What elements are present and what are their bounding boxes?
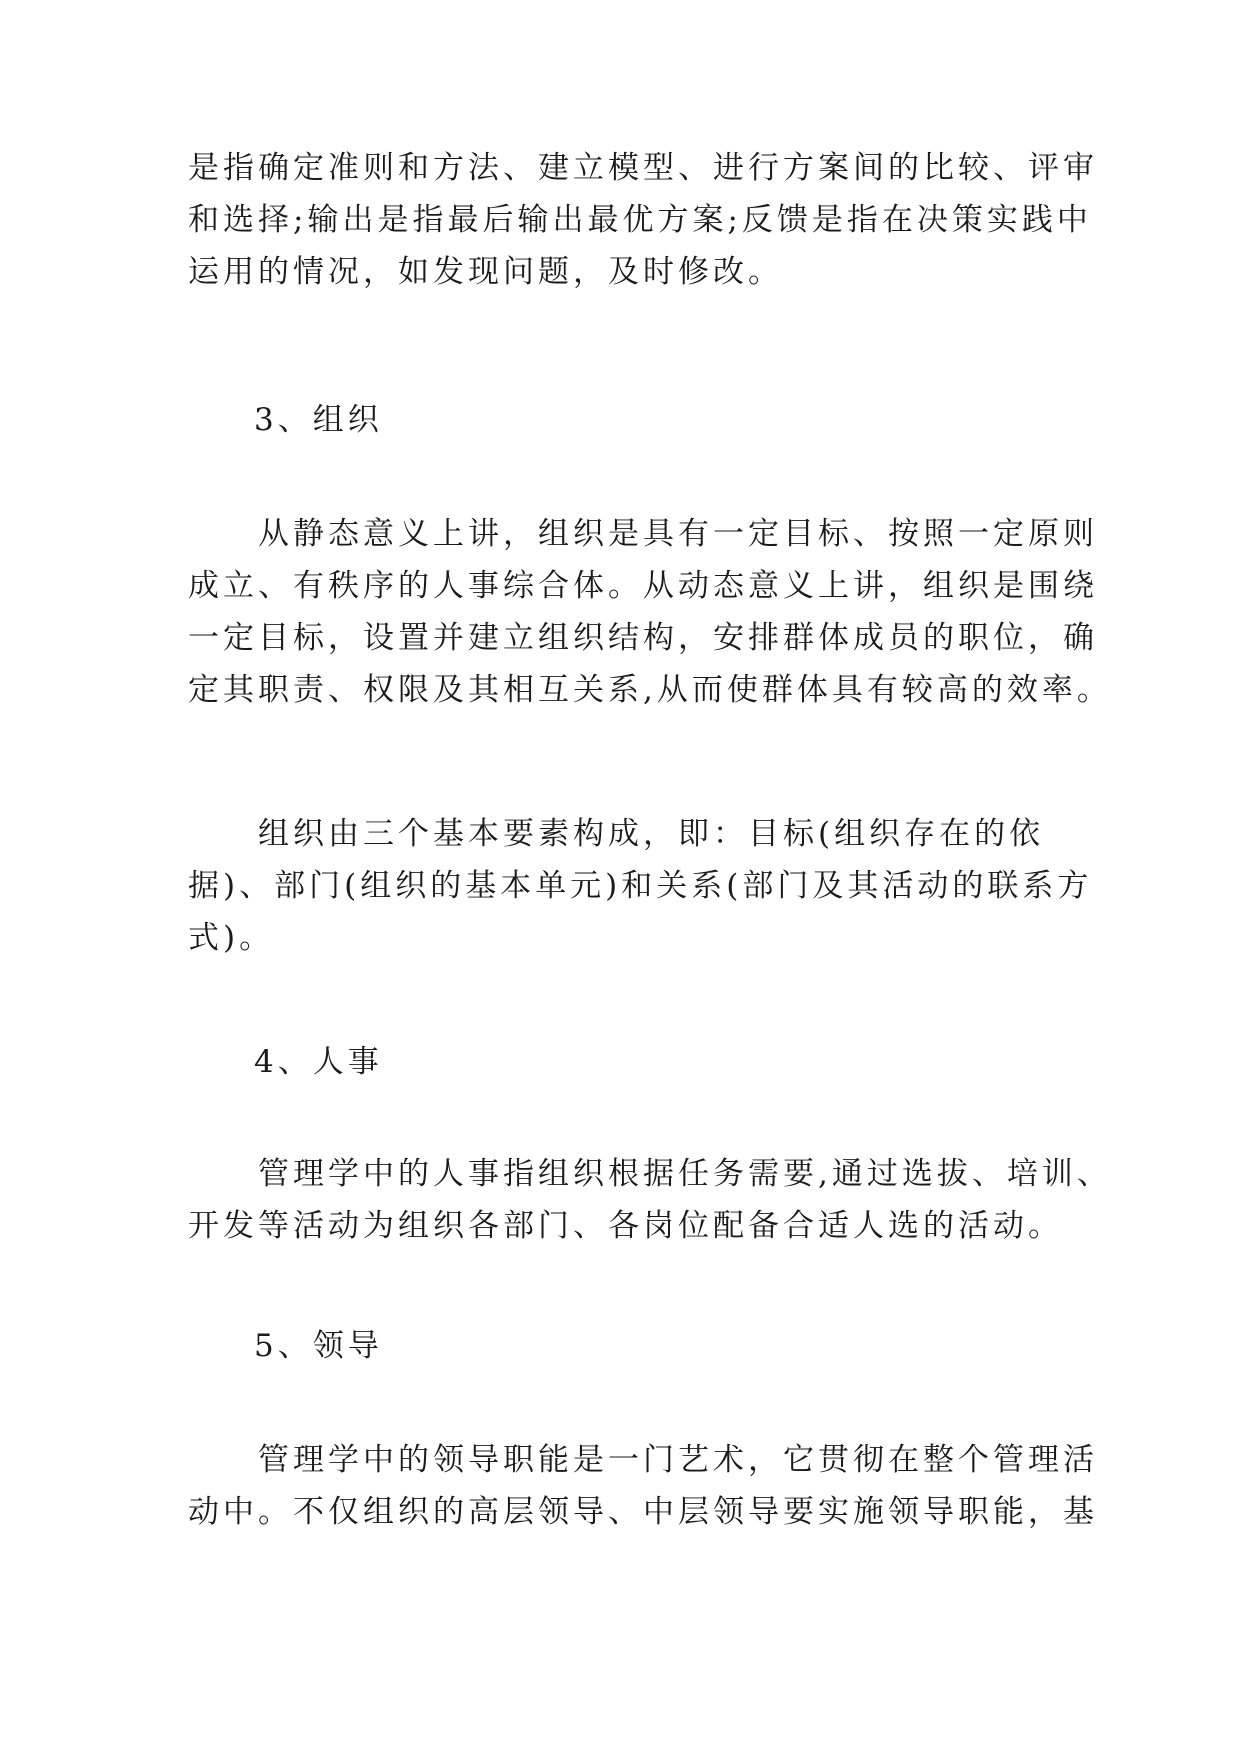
paragraph-line: 动中。不仅组织的高层领导、中层领导要实施领导职能，基 — [188, 1494, 1098, 1530]
paragraph-personnel — [188, 1148, 1112, 1252]
paragraph-line: 式)。 — [188, 920, 275, 956]
paragraph-line: 定其职责、权限及其相互关系,从而使群体具有较高的效率。 — [188, 672, 1112, 708]
paragraph-line: 组织由三个基本要素构成，即：目标(组织存在的依 — [188, 816, 1045, 852]
paragraph-line: 是指确定准则和方法、建立模型、进行方案间的比较、评审 — [188, 150, 1098, 186]
paragraph-line: 管理学中的领导职能是一门艺术，它贯彻在整个管理活 — [188, 1442, 1098, 1478]
paragraph-line: 和选择;输出是指最后输出最优方案;反馈是指在决策实践中 — [188, 202, 1092, 238]
paragraph-organization-elements — [188, 808, 1093, 964]
paragraph-decision-process — [188, 142, 1098, 298]
paragraph-line: 一定目标，设置并建立组织结构，安排群体成员的职位，确 — [188, 620, 1098, 656]
section-heading-organization: 3、组织 — [254, 402, 383, 438]
paragraph-organization-definition — [188, 508, 1112, 716]
paragraph-line: 运用的情况，如发现问题，及时修改。 — [188, 254, 783, 290]
paragraph-line: 开发等活动为组织各部门、各岗位配备合适人选的活动。 — [188, 1208, 1063, 1244]
paragraph-line: 从静态意义上讲，组织是具有一定目标、按照一定原则 — [188, 516, 1098, 552]
section-heading-personnel: 4、人事 — [254, 1044, 383, 1080]
paragraph-line: 据)、部门(组织的基本单元)和关系(部门及其活动的联系方 — [188, 868, 1093, 904]
section-heading-leadership: 5、领导 — [254, 1328, 383, 1364]
paragraph-line: 管理学中的人事指组织根据任务需要,通过选拔、培训、 — [188, 1156, 1112, 1192]
paragraph-line: 成立、有秩序的人事综合体。从动态意义上讲，组织是围绕 — [188, 568, 1098, 604]
paragraph-leadership — [188, 1434, 1098, 1538]
